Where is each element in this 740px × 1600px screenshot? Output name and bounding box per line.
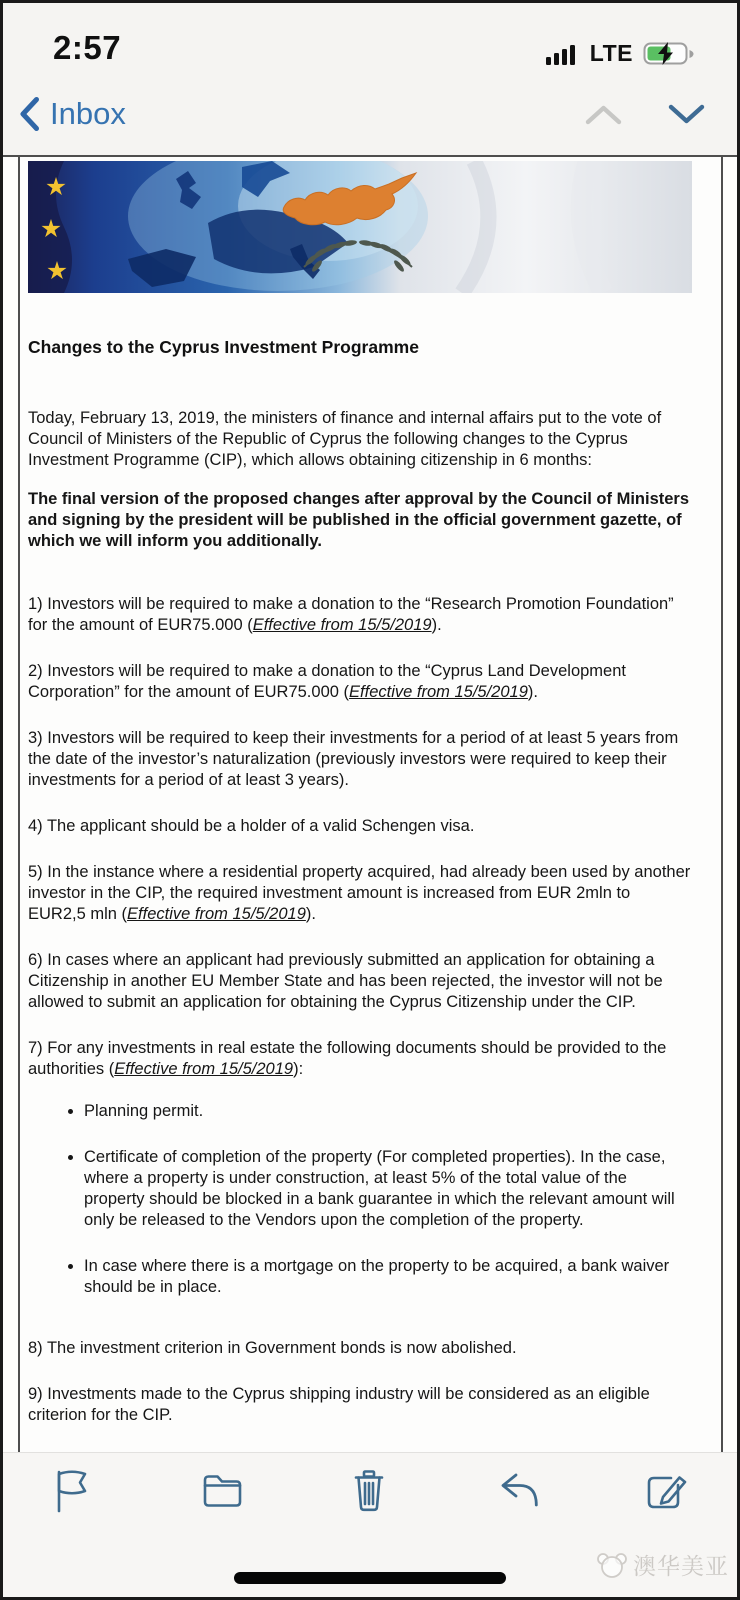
folder-icon xyxy=(198,1467,246,1515)
signal-strength-icon xyxy=(546,42,580,66)
chevron-up-icon xyxy=(585,104,622,125)
email-item-6: 6) In cases where an applicant had previously submitted an application for obtaining a Citizenship in another EU Member State and has been rejected, the investor will not be allowed to submit an application for obtaining the Cyprus Citizenship under the CIP. xyxy=(28,951,663,1011)
email-item-5 xyxy=(28,862,691,925)
reply-button[interactable] xyxy=(493,1465,545,1517)
email-item-9: 9) Investments made to the Cyprus shipping industry will be considered as an eligible criterion for the CIP. xyxy=(28,1385,650,1424)
intro-paragraph: Today, February 13, 2019, the ministers of finance and internal affairs put to the vote of Council of Ministers of the Republic of Cyprus the following changes to the Cyprus Investment Programme (CIP), which allows obtaining citizenship in 6 months: xyxy=(28,409,662,469)
documents-list xyxy=(28,1101,691,1298)
email-item-1 xyxy=(28,594,691,636)
item-text: 7) For any investments in real estate the following documents should be provided to the authorities ( xyxy=(28,1039,667,1078)
email-title: Changes to the Cyprus Investment Programme xyxy=(28,337,419,357)
next-message-button[interactable] xyxy=(668,104,705,125)
item-text: ). xyxy=(431,616,442,634)
compose-icon xyxy=(643,1467,691,1515)
item-text: ): xyxy=(293,1060,304,1078)
item-text: 5) In the instance where a residential property acquired, had already been used by another investor in the CIP, the required investment amount is increased from EUR 2mln to EUR2,5 mln ( xyxy=(28,863,691,923)
battery-charging-icon xyxy=(643,41,695,67)
effective-date: Effective from 15/5/2019 xyxy=(252,616,432,634)
email-content-frame xyxy=(18,157,723,1452)
eu-cyprus-flags-image xyxy=(28,161,692,293)
email-item-4: 4) The applicant should be a holder of a valid Schengen visa. xyxy=(28,817,475,835)
effective-date: Effective from 15/5/2019 xyxy=(349,683,528,701)
thread-navigation xyxy=(585,104,705,125)
chevron-left-icon xyxy=(19,97,40,131)
item-text: ). xyxy=(527,683,538,701)
home-indicator[interactable] xyxy=(234,1572,506,1584)
status-bar xyxy=(3,3,737,73)
item-text: 2) Investors will be required to make a donation to the “Cyprus Land Development Corporation” for the amount of EUR75.000 ( xyxy=(28,662,626,701)
status-icons xyxy=(546,40,695,67)
item-text: 1) Investors will be required to make a donation to the “Research Promotion Foundation” for the amount of EUR75.000 ( xyxy=(28,595,674,634)
status-time: 2:57 xyxy=(53,29,122,66)
compose-button[interactable] xyxy=(641,1465,693,1517)
list-item: • Certificate of completion of the property (For completed properties). In the case, where a property is under construction, at least 5% of the total value of the property should be blocked in a bank guarantee in which the relevant amount will only be released to the Vendors upon the completion of the property. xyxy=(84,1147,691,1231)
network-type-label: LTE xyxy=(589,40,633,66)
watermark-text: 澳华美亚 xyxy=(633,1553,729,1579)
reply-icon xyxy=(495,1467,543,1515)
email-item-3: 3) Investors will be required to keep their investments for a period of at least 5 years from the date of the investor’s naturalization (previously investors were required to keep their investments for a period of at least 3 years). xyxy=(28,729,679,789)
back-label: Inbox xyxy=(50,96,126,131)
item-text: ). xyxy=(305,905,316,923)
trash-icon xyxy=(346,1467,394,1515)
mail-toolbar xyxy=(3,1452,737,1597)
mail-nav-bar xyxy=(3,73,737,157)
flag-button[interactable] xyxy=(47,1465,99,1517)
email-item-7 xyxy=(28,1038,691,1080)
list-item: • In case where there is a mortgage on the property to be acquired, a bank waiver should be in place. xyxy=(84,1256,691,1298)
effective-date: Effective from 15/5/2019 xyxy=(127,905,306,923)
email-body-viewport[interactable] xyxy=(3,157,737,1452)
watermark xyxy=(596,1548,729,1581)
flag-icon xyxy=(49,1467,97,1515)
delete-button[interactable] xyxy=(344,1465,396,1517)
email-item-8: 8) The investment criterion in Government bonds is now abolished. xyxy=(28,1339,517,1357)
list-item: • Planning permit. xyxy=(84,1101,691,1122)
previous-message-button[interactable] xyxy=(585,104,622,125)
effective-date: Effective from 15/5/2019 xyxy=(114,1060,294,1078)
koala-logo-icon xyxy=(596,1551,628,1579)
move-to-folder-button[interactable] xyxy=(196,1465,248,1517)
back-to-inbox-button[interactable] xyxy=(19,96,126,132)
email-item-2 xyxy=(28,661,691,703)
notice-paragraph: The final version of the proposed changes after approval by the Council of Ministers and signing by the president will be published in the official government gazette, of which we will inform you additionally. xyxy=(28,490,690,550)
chevron-down-icon xyxy=(668,104,705,125)
